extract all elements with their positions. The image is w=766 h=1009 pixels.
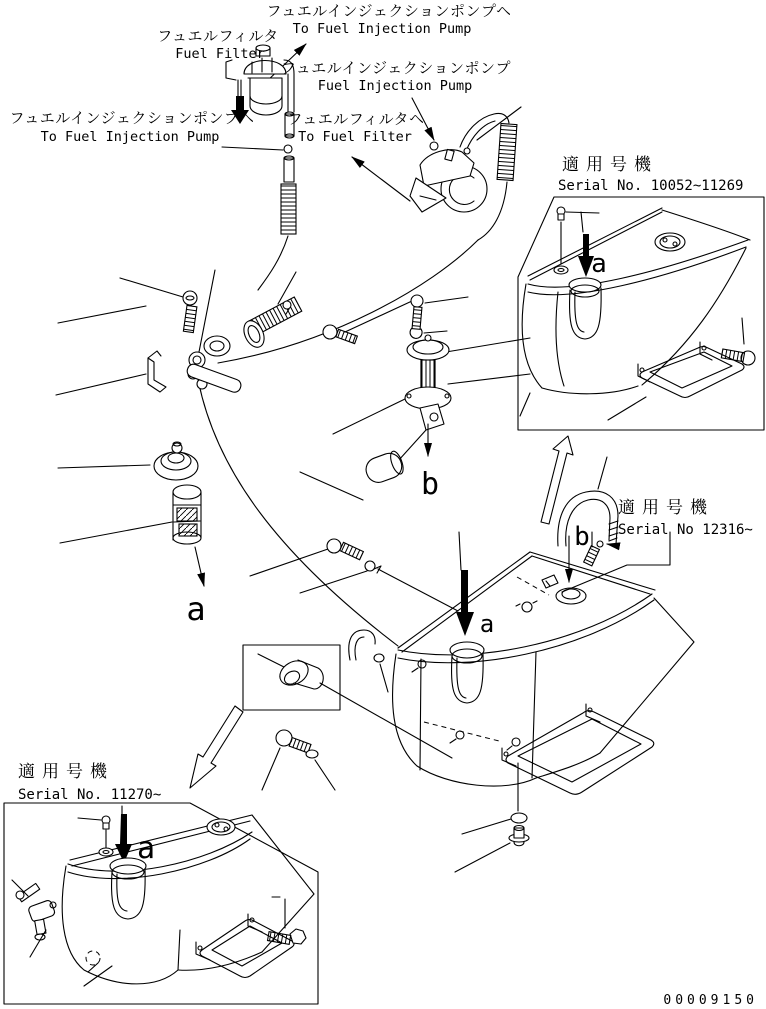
label-injection-pump-jp: フュエルインジェクションポンプ — [280, 59, 512, 77]
view-arrows — [190, 436, 573, 788]
callout-a-upper-inset: a — [591, 249, 607, 279]
inset-upper-right — [518, 197, 764, 430]
main-fuel-tank — [393, 491, 694, 846]
callout-a-lower-inset: a — [136, 831, 156, 866]
label-to-pump-left-jp: フュエルインジェクションポンプヘ — [9, 109, 255, 127]
serial-lower-left-jp: 適用号機 — [18, 762, 114, 782]
inset-lower-left — [4, 803, 318, 1004]
label-to-fuel-filter-jp: フュエルフィルタヘ — [287, 110, 425, 128]
fuel-cock — [12, 880, 56, 957]
label-to-pump-top-en: To Fuel Injection Pump — [292, 21, 472, 37]
label-injection-pump-en: Fuel Injection Pump — [317, 78, 473, 94]
filler-cap — [154, 442, 198, 480]
callout-b-main-tank: b — [574, 522, 590, 552]
mount-bolt — [276, 730, 318, 758]
fuel-level-sender — [363, 295, 451, 486]
serial-upper-right-jp: 適用号機 — [562, 155, 658, 175]
label-to-pump-left-en: To Fuel Injection Pump — [40, 129, 220, 145]
fuel-strainer — [173, 485, 204, 586]
label-fuel-filter-en: Fuel Filter — [175, 46, 265, 62]
elbow-fitting-box — [243, 630, 384, 758]
fuel-hose-runs — [197, 236, 478, 646]
fuel-injection-pump-assembly — [410, 113, 517, 240]
bolt-near-tank — [327, 539, 381, 573]
serial-middle-right-jp: 適用号機 — [618, 498, 714, 518]
label-to-fuel-filter-en: To Fuel Filter — [298, 129, 412, 145]
figure-part-number: 00009150 — [663, 993, 758, 1008]
callout-a-strainer: a — [186, 590, 206, 628]
bolt-mid-upper — [323, 325, 357, 344]
serial-middle-right-en: Serial No 12316~ — [618, 522, 753, 538]
callout-a-main-tank: a — [479, 610, 495, 638]
callout-b-sender: b — [420, 467, 440, 502]
label-to-pump-top-jp: フュエルインジェクションポンプヘ — [266, 2, 512, 20]
leader-lines — [56, 44, 607, 872]
label-fuel-filter-jp: フュエルフィルタ — [157, 27, 279, 45]
serial-lower-left-en: Serial No. 11270~ — [18, 787, 162, 803]
serial-upper-right-en: Serial No. 10052~11269 — [558, 178, 744, 194]
